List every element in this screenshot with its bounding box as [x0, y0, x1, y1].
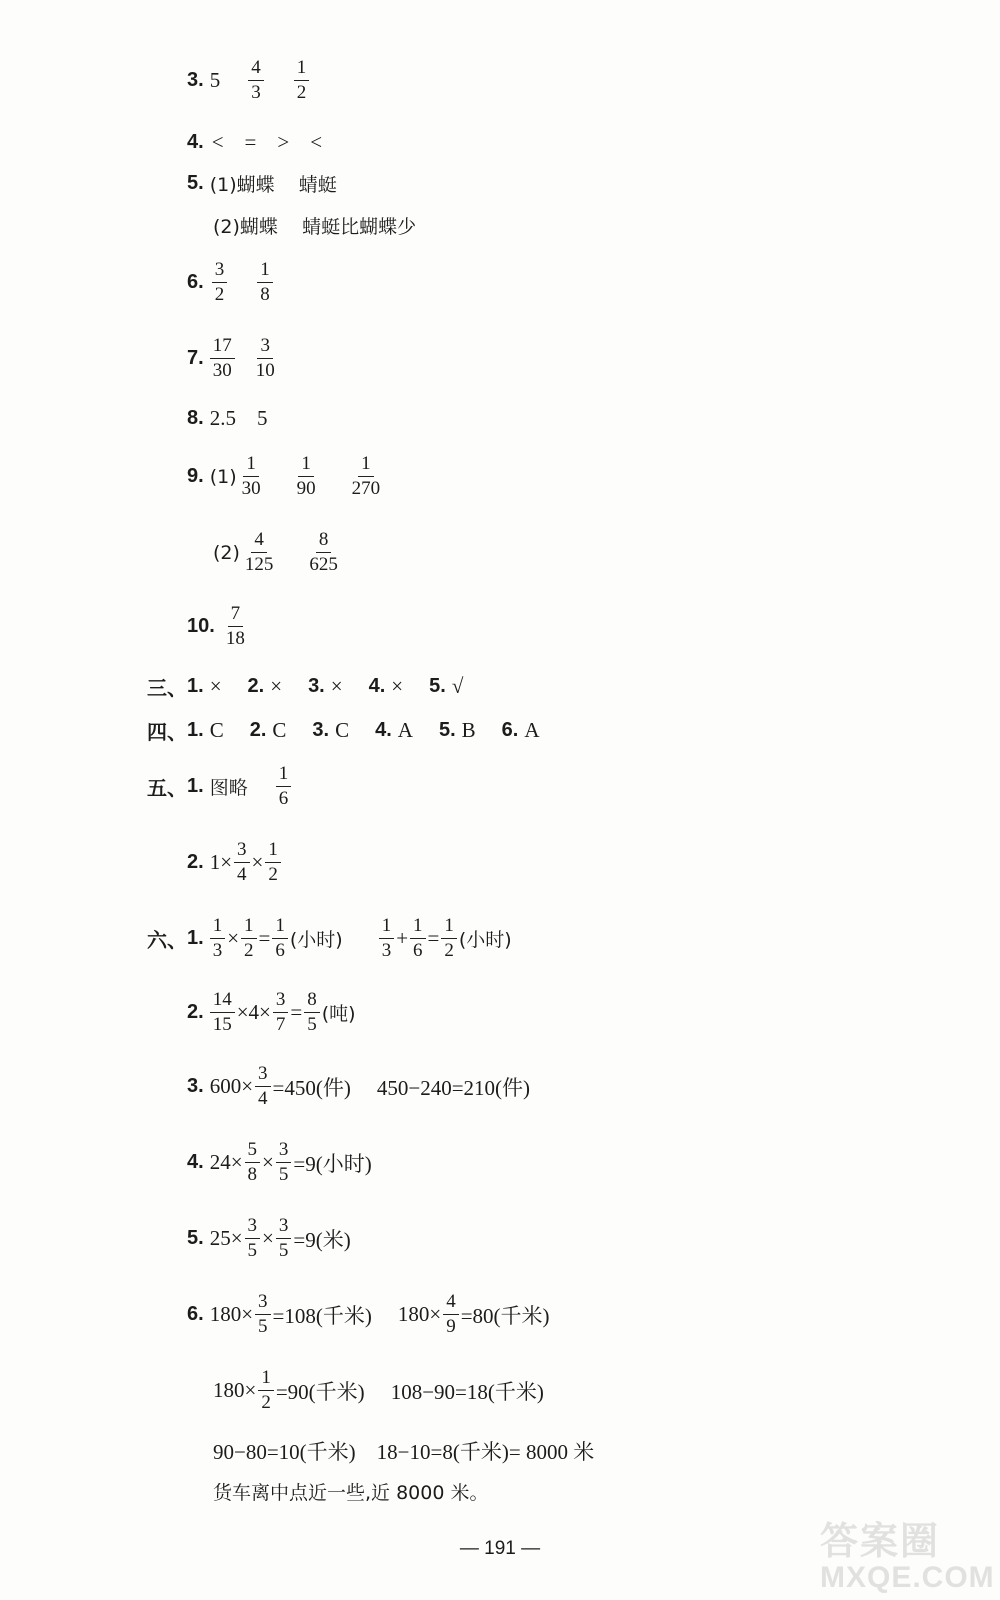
fraction: $\frac{3}{7}$: [273, 988, 289, 1037]
fraction: $\frac{1}{6}$: [276, 762, 292, 811]
answer-item-9-part-2: (2) $\frac{4}{125}$ $\frac{8}{625}$: [213, 528, 343, 577]
fraction: $\frac{17}{30}$: [210, 334, 235, 383]
fraction: $\frac{3}{5}$: [276, 1214, 292, 1263]
section-4-answers: 四、 1. C 2. C 3. C 4. A 5. B 6. A: [147, 718, 540, 744]
answer-item-6: 6. $\frac{3}{2}$ $\frac{1}{8}$: [187, 258, 275, 307]
fraction: $\frac{1}{2}$: [441, 914, 457, 963]
fraction: $\frac{1}{2}$: [265, 838, 281, 887]
section-6-q5: 5. 25× $\frac{3}{5}$ × $\frac{3}{5}$ =9(米): [187, 1215, 351, 1261]
answer-item-8: 8. 2.5 5: [187, 406, 268, 430]
fraction: $\frac{3}{5}$: [255, 1290, 271, 1339]
fraction: $\frac{1}{3}$: [210, 914, 226, 963]
section-6-q2: 2. $\frac{14}{15}$ ×4× $\frac{3}{7}$ = $\frac{8}{5}$ (吨): [187, 989, 356, 1035]
section-6-q6: 6. 180× $\frac{3}{5}$ =108(千米) 180× $\frac{4}{9}$ =80(千米): [187, 1291, 550, 1337]
section-6-q4: 4. 24× $\frac{5}{8}$ × $\frac{3}{5}$ =9(小时): [187, 1139, 372, 1185]
fraction: $\frac{3}{10}$: [255, 335, 275, 381]
page-number: — 191 —: [459, 1538, 541, 1559]
fraction: $\frac{3}{5}$: [245, 1214, 261, 1263]
fraction: $\frac{3}{4}$: [234, 838, 250, 887]
fraction: $\frac{5}{8}$: [245, 1138, 261, 1187]
fraction: $\frac{1}{8}$: [257, 258, 273, 307]
fraction: $\frac{4}{125}$: [244, 529, 274, 575]
fraction: $\frac{8}{625}$: [309, 529, 338, 575]
watermark-logo: 答案圈 MXQE.COM: [820, 1519, 995, 1594]
fraction: $\frac{1}{2}$: [241, 914, 257, 963]
answer-item-7: 7. $\frac{17}{30}$ $\frac{3}{10}$: [187, 334, 280, 383]
section-6-q6-line-3: 90−80=10(千米) 18−10=8(千米)= 8000 米: [213, 1440, 595, 1464]
fraction: $\frac{1}{6}$: [272, 914, 288, 963]
section-5-q1: 五、 1. 图略 $\frac{1}{6}$: [147, 762, 293, 811]
fraction: $\frac{1}{30}$: [241, 453, 261, 499]
fraction: $\frac{1}{2}$: [294, 56, 310, 105]
fraction: $\frac{3}{4}$: [255, 1062, 271, 1111]
section-5-q2: 2. 1× $\frac{3}{4}$ × $\frac{1}{2}$: [187, 838, 283, 887]
fraction: $\frac{8}{5}$: [304, 988, 320, 1037]
fraction: $\frac{3}{2}$: [212, 258, 228, 307]
fraction: $\frac{3}{5}$: [276, 1138, 292, 1187]
section-6-q1: 六、 1. $\frac{1}{3}$ × $\frac{1}{2}$ = $\frac{1}{6}$ (小时) $\frac{1}{3}$ + $\frac{1}{6}$ = $\frac{1}{2}$ (小时): [147, 915, 512, 961]
fraction: $\frac{7}{18}$: [225, 603, 245, 649]
answer-item-4: 4. < = > <: [187, 130, 323, 154]
fraction: $\frac{4}{9}$: [443, 1290, 459, 1339]
section-6-q3: 3. 600× $\frac{3}{4}$ =450(件) 450−240=210(件): [187, 1063, 531, 1109]
fraction: $\frac{1}{270}$: [351, 453, 381, 499]
answer-item-3: 3. 5 $\frac{4}{3}$ $\frac{1}{2}$: [187, 56, 311, 105]
fraction: $\frac{4}{3}$: [248, 56, 264, 105]
fraction: $\frac{1}{6}$: [410, 914, 426, 963]
answer-item-9: 9. (1) $\frac{1}{30}$ $\frac{1}{90}$ $\frac{1}{270}$: [187, 452, 385, 501]
section-6-q6-line-2: 180× $\frac{1}{2}$ =90(千米) 108−90=18(千米): [213, 1367, 544, 1413]
answer-item-5-part-2: (2)蝴蝶 蜻蜓比蝴蝶少: [213, 216, 417, 238]
fraction: $\frac{14}{15}$: [210, 988, 235, 1037]
answer-item-10: 10. $\frac{7}{18}$: [187, 602, 250, 651]
fraction: $\frac{1}{90}$: [296, 453, 316, 499]
answer-item-5: 5. (1)蝴蝶 蜻蜓: [187, 172, 337, 196]
section-6-q6-conclusion: 货车离中点近一些,近 8000 米。: [213, 1482, 489, 1504]
section-3-answers: 三、 1. × 2. × 3. × 4. × 5. √: [147, 674, 464, 700]
fraction: $\frac{1}{3}$: [379, 914, 395, 963]
fraction: $\frac{1}{2}$: [258, 1366, 274, 1415]
